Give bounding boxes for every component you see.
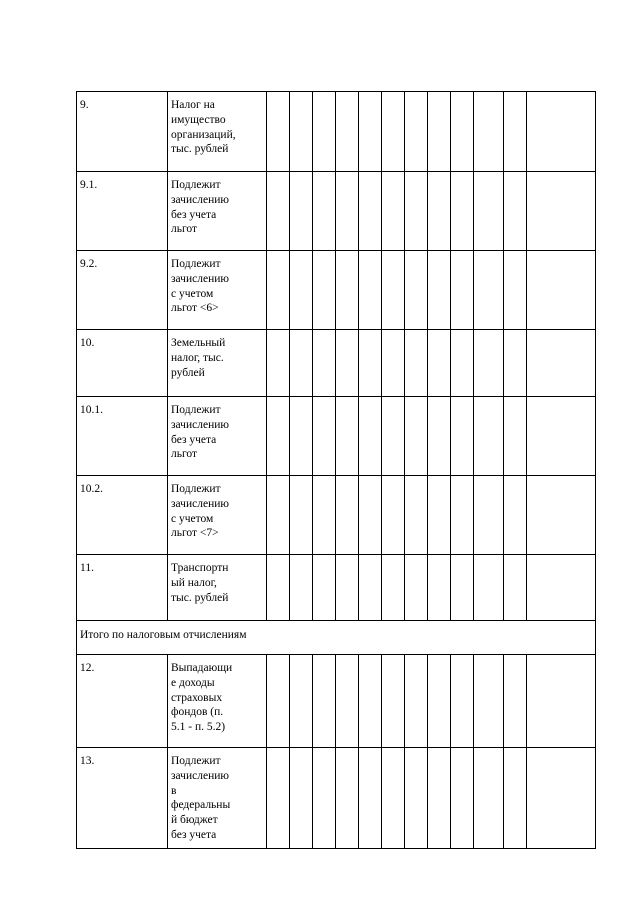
- empty-value-cell: [290, 330, 313, 397]
- empty-value-cell: [313, 172, 336, 251]
- row-number: 10.1.: [77, 397, 168, 476]
- empty-value-cell: [313, 251, 336, 330]
- row-label: Подлежит зачислению в федеральны й бюджет без учета: [168, 748, 267, 849]
- row-label: Выпадающи е доходы страховых фондов (п. 5.1 - п. 5.2): [168, 655, 267, 748]
- empty-value-cell: [428, 476, 451, 555]
- empty-value-cell: [428, 655, 451, 748]
- empty-value-cell: [359, 330, 382, 397]
- empty-value-cell: [474, 748, 504, 849]
- empty-value-cell: [527, 748, 596, 849]
- empty-value-cell: [428, 397, 451, 476]
- empty-value-cell: [313, 476, 336, 555]
- empty-value-cell: [474, 476, 504, 555]
- empty-value-cell: [290, 748, 313, 849]
- empty-value-cell: [474, 330, 504, 397]
- empty-value-cell: [313, 92, 336, 172]
- empty-value-cell: [451, 655, 474, 748]
- empty-value-cell: [382, 330, 405, 397]
- empty-value-cell: [336, 251, 359, 330]
- empty-value-cell: [336, 555, 359, 621]
- section-label: Итого по налоговым отчислениям: [77, 621, 596, 655]
- empty-value-cell: [527, 397, 596, 476]
- empty-value-cell: [474, 92, 504, 172]
- section-row: [77, 621, 596, 655]
- empty-value-cell: [504, 251, 527, 330]
- empty-value-cell: [474, 555, 504, 621]
- empty-value-cell: [451, 330, 474, 397]
- row-number: 13.: [77, 748, 168, 849]
- empty-value-cell: [504, 748, 527, 849]
- row-number: 9.1.: [77, 172, 168, 251]
- empty-value-cell: [267, 330, 290, 397]
- row-number: 10.: [77, 330, 168, 397]
- empty-value-cell: [428, 748, 451, 849]
- empty-value-cell: [405, 476, 428, 555]
- empty-value-cell: [359, 397, 382, 476]
- empty-value-cell: [527, 555, 596, 621]
- table-row: [77, 251, 596, 330]
- row-number: 9.: [77, 92, 168, 172]
- empty-value-cell: [359, 251, 382, 330]
- empty-value-cell: [359, 748, 382, 849]
- empty-value-cell: [290, 476, 313, 555]
- empty-value-cell: [405, 655, 428, 748]
- table-row: [77, 92, 596, 172]
- empty-value-cell: [336, 476, 359, 555]
- empty-value-cell: [336, 655, 359, 748]
- empty-value-cell: [382, 92, 405, 172]
- empty-value-cell: [451, 92, 474, 172]
- empty-value-cell: [382, 172, 405, 251]
- table-row: [77, 555, 596, 621]
- empty-value-cell: [313, 397, 336, 476]
- row-number: 11.: [77, 555, 168, 621]
- empty-value-cell: [359, 92, 382, 172]
- row-label: Налог на имущество организаций, тыс. рублей: [168, 92, 267, 172]
- empty-value-cell: [405, 251, 428, 330]
- empty-value-cell: [290, 555, 313, 621]
- empty-value-cell: [527, 476, 596, 555]
- empty-value-cell: [359, 476, 382, 555]
- empty-value-cell: [451, 476, 474, 555]
- empty-value-cell: [267, 655, 290, 748]
- empty-value-cell: [527, 251, 596, 330]
- empty-value-cell: [405, 555, 428, 621]
- empty-value-cell: [405, 748, 428, 849]
- empty-value-cell: [451, 748, 474, 849]
- row-label: Подлежит зачислению с учетом льгот <7>: [168, 476, 267, 555]
- empty-value-cell: [474, 251, 504, 330]
- empty-value-cell: [359, 555, 382, 621]
- empty-value-cell: [290, 172, 313, 251]
- empty-value-cell: [290, 92, 313, 172]
- empty-value-cell: [527, 92, 596, 172]
- row-label: Подлежит зачислению без учета льгот: [168, 172, 267, 251]
- empty-value-cell: [336, 172, 359, 251]
- empty-value-cell: [267, 251, 290, 330]
- empty-value-cell: [527, 330, 596, 397]
- empty-value-cell: [359, 172, 382, 251]
- empty-value-cell: [336, 92, 359, 172]
- empty-value-cell: [474, 172, 504, 251]
- empty-value-cell: [267, 397, 290, 476]
- empty-value-cell: [451, 251, 474, 330]
- row-number: 9.2.: [77, 251, 168, 330]
- empty-value-cell: [504, 397, 527, 476]
- empty-value-cell: [336, 397, 359, 476]
- empty-value-cell: [313, 330, 336, 397]
- empty-value-cell: [336, 330, 359, 397]
- empty-value-cell: [382, 748, 405, 849]
- empty-value-cell: [405, 397, 428, 476]
- empty-value-cell: [336, 748, 359, 849]
- empty-value-cell: [382, 397, 405, 476]
- empty-value-cell: [267, 92, 290, 172]
- empty-value-cell: [474, 397, 504, 476]
- row-number: 12.: [77, 655, 168, 748]
- empty-value-cell: [267, 172, 290, 251]
- empty-value-cell: [504, 172, 527, 251]
- empty-value-cell: [428, 555, 451, 621]
- empty-value-cell: [428, 251, 451, 330]
- empty-value-cell: [382, 251, 405, 330]
- row-label: Земельный налог, тыс. рублей: [168, 330, 267, 397]
- empty-value-cell: [267, 555, 290, 621]
- empty-value-cell: [504, 555, 527, 621]
- empty-value-cell: [405, 330, 428, 397]
- empty-value-cell: [504, 330, 527, 397]
- empty-value-cell: [451, 555, 474, 621]
- empty-value-cell: [504, 92, 527, 172]
- row-label: Транспортн ый налог, тыс. рублей: [168, 555, 267, 621]
- table-row: [77, 476, 596, 555]
- empty-value-cell: [290, 655, 313, 748]
- empty-value-cell: [382, 476, 405, 555]
- empty-value-cell: [313, 748, 336, 849]
- table-row: [77, 397, 596, 476]
- empty-value-cell: [428, 92, 451, 172]
- empty-value-cell: [267, 476, 290, 555]
- empty-value-cell: [428, 172, 451, 251]
- row-number: 10.2.: [77, 476, 168, 555]
- empty-value-cell: [527, 655, 596, 748]
- empty-value-cell: [504, 655, 527, 748]
- empty-value-cell: [428, 330, 451, 397]
- row-label: Подлежит зачислению с учетом льгот <6>: [168, 251, 267, 330]
- empty-value-cell: [405, 172, 428, 251]
- empty-value-cell: [504, 476, 527, 555]
- table-row: [77, 655, 596, 748]
- empty-value-cell: [382, 555, 405, 621]
- row-label: Подлежит зачислению без учета льгот: [168, 397, 267, 476]
- empty-value-cell: [451, 397, 474, 476]
- tax-table: [76, 91, 596, 849]
- empty-value-cell: [474, 655, 504, 748]
- empty-value-cell: [313, 555, 336, 621]
- empty-value-cell: [267, 748, 290, 849]
- empty-value-cell: [451, 172, 474, 251]
- empty-value-cell: [290, 251, 313, 330]
- table-row: [77, 748, 596, 849]
- empty-value-cell: [382, 655, 405, 748]
- empty-value-cell: [290, 397, 313, 476]
- table-body: [77, 92, 596, 849]
- empty-value-cell: [405, 92, 428, 172]
- table-row: [77, 330, 596, 397]
- empty-value-cell: [359, 655, 382, 748]
- empty-value-cell: [527, 172, 596, 251]
- table-row: [77, 172, 596, 251]
- empty-value-cell: [313, 655, 336, 748]
